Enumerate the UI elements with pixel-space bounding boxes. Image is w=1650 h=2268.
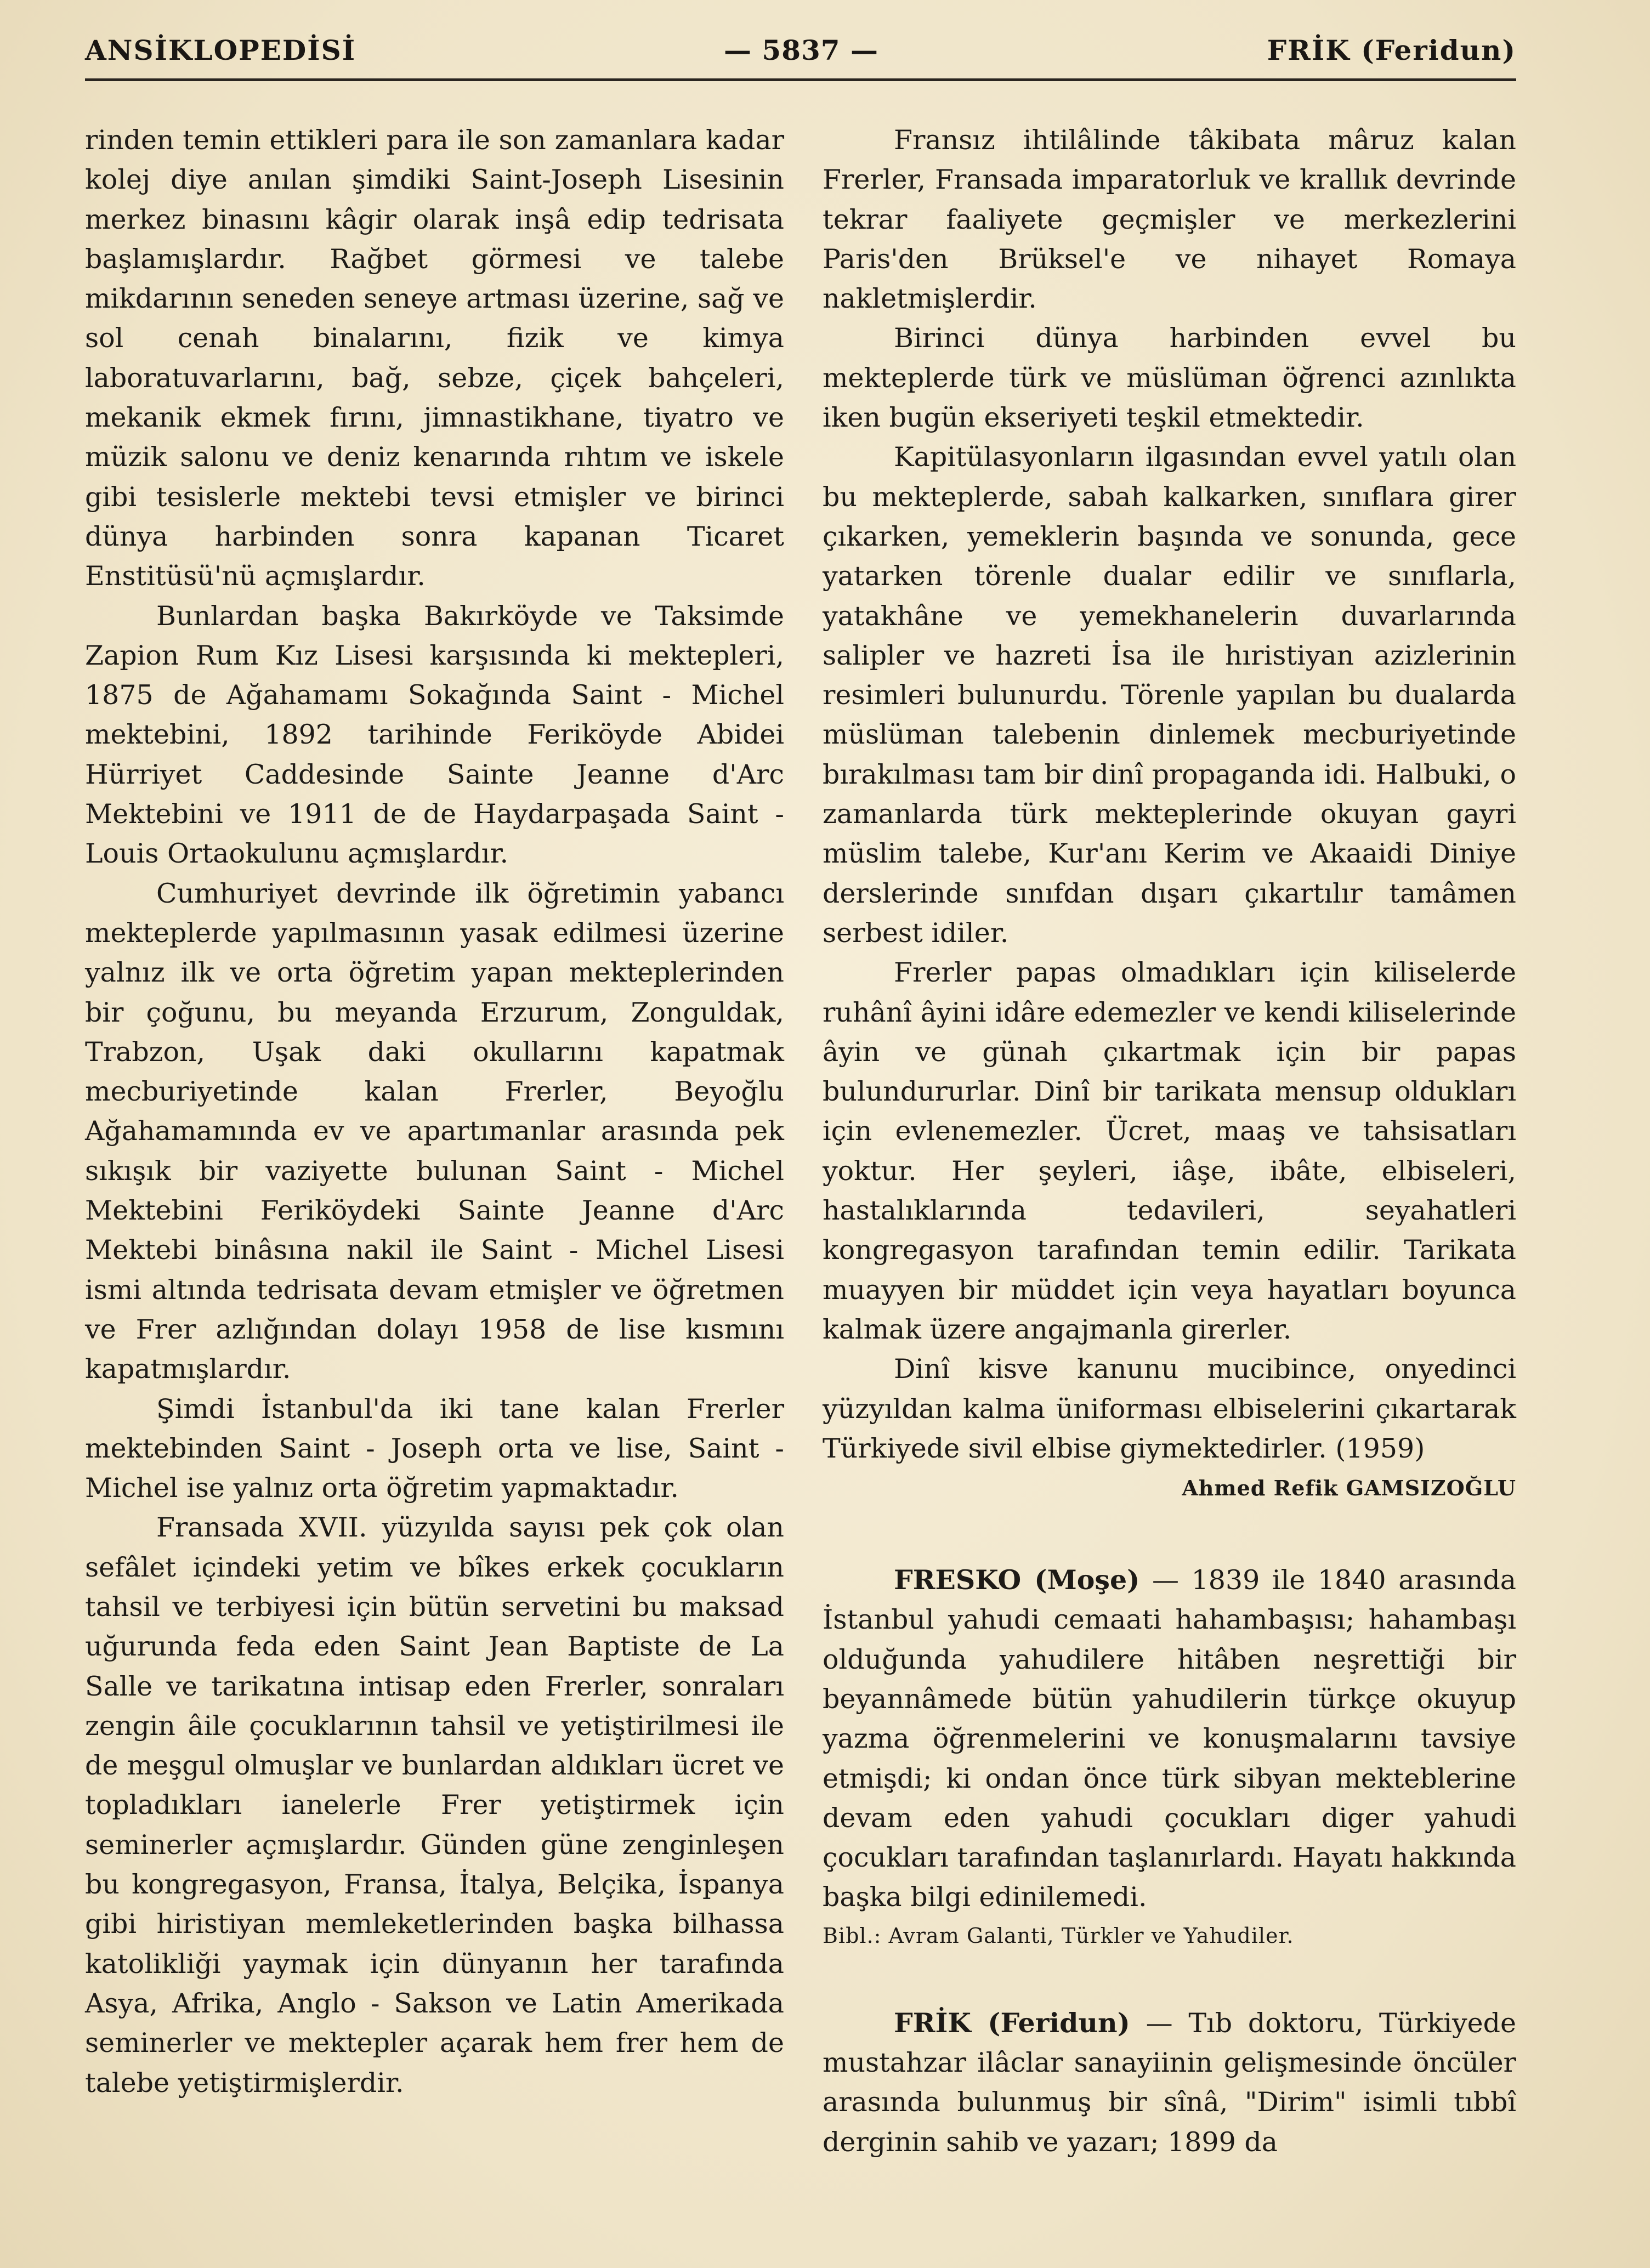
header-entry-title: FRİK (Feridun): [1267, 34, 1516, 66]
paragraph: rinden temin ettikleri para ile son zamanlara kadar kolej diye anılan şimdiki Saint-Joseph Lisesinin merkez binasını kâgir olarak inşâ edip tedrisata başlamışlardır. Rağbet görmesi ve talebe mikdarının seneden seneye artması üzerine, sağ ve sol cenah binalarını, fizik ve kimya laboratuvarlarını, bağ, sebze, çiçek bahçeleri, mekanik ekmek fırını, jimnastikhane, tiyatro ve müzik salonu ve deniz kenarında rıhtım ve iskele gibi tesislerle mektebi tevsi etmişler ve birinci dünya harbinden sonra kapanan Ticaret Enstitüsü'nü açmışlardır.: [85, 124, 784, 592]
paragraph: Fransız ihtilâlinde tâkibata mâruz kalan Frerler, Fransada imparatorluk ve krallık devrinde tekrar faaliyete geçmişler ve merkezlerini Paris'den Brüksel'e ve nihayet Romaya nakletmişlerdir.: [823, 124, 1516, 315]
entry-text: — Tıb doktoru, Türkiyede mustahzar ilâclar sanayiinin gelişmesinde öncüler arasında bulunmuş bir sînâ, "Dirim" isimli tıbbî derginin sahib ve yazarı; 1899 da: [823, 2007, 1516, 2158]
paragraph: Bunlardan başka Bakırköyde ve Taksimde Zapion Rum Kız Lisesi karşısında ki mektepleri, 1875 de Ağahamamı Sokağında Saint - Michel mektebini, 1892 tarihinde Feriköyde Abidei Hürriyet Caddesinde Sainte Jeanne d'Arc Mektebini ve 1911 de de Haydarpaşada Saint - Louis Ortaokulunu açmışlardır.: [85, 600, 784, 870]
entry-title: FRİK (Feridun): [894, 2006, 1130, 2039]
paragraph: Kapitülasyonların ilgasından evvel yatılı olan bu mekteplerde, sabah kalkarken, sınıflara girer çıkarken, yemeklerin başında ve sonunda, gece yatarken törenle dualar edilir ve sınıflarla, yatakhâne ve yemekhanelerin duvarlarında salipler ve hazreti İsa ile hıristiyan azizlerinin resimleri bulunurdu. Törenle yapılan bu dualarda müslüman talebenin dinlemek mecburiyetinde bırakılması tam bir dinî propaganda idi. Halbuki, o zamanlarda türk mekteplerinde okuyan gayri müslim talebe, Kur'anı Kerim ve Akaaidi Diniye derslerinde sınıfdan dışarı çıkartılır tamâmen serbest idiler.: [823, 441, 1516, 949]
right-column: [823, 121, 1516, 2162]
entry-spacer: [823, 1508, 1516, 1560]
paragraph: Birinci dünya harbinden evvel bu mekteplerde türk ve müslüman öğrenci azınlıkta iken bugün ekseriyeti teşkil etmektedir.: [823, 322, 1516, 434]
page-header: [85, 34, 1516, 72]
paragraph: Frerler papas olmadıkları için kiliselerde ruhânî âyini idâre edemezler ve kendi kiliselerinde âyin ve günah çıkartmak için bir papas bulundururlar. Dinî bir tarikata mensup oldukları için evlenemezler. Ücret, maaş ve tahsisatları yoktur. Her şeyleri, iâşe, ibâte, elbiseleri, hastalıklarında tedavileri, seyahatleri kongregasyon tarafından temin edilir. Tarikata muayyen bir müddet için veya hayatları boyunca kalmak üzere angajmanla girerler.: [823, 957, 1516, 1345]
left-column: [85, 121, 784, 2103]
entry-title: FRESKO (Moşe): [894, 1564, 1140, 1596]
entry-text: — 1839 ile 1840 arasında İstanbul yahudi cemaati hahambaşısı; hahambaşı olduğunda yahudilere hitâben neşrettiği bir beyannâmede bütün yahudilerin türkçe okuyup yazma öğrenmelerini ve konuşmalarını tavsiye etmişdi; ki ondan önce türk sibyan mekteblerine devam eden yahudi çocukları diger yahudi çocukları tarafından taşlanırlardı. Hayatı hakkında başka bilgi edinilemedi.: [823, 1564, 1517, 1913]
paragraph: Dinî kisve kanunu mucibince, onyedinci yüzyıldan kalma üniforması elbiselerini çıkartarak Türkiyede sivil elbise giymektedirler. (1959): [823, 1353, 1516, 1464]
author-signature: Ahmed Refik GAMSIZOĞLU: [1182, 1476, 1516, 1501]
page-number: — 5837 —: [724, 34, 878, 66]
paragraph: Şimdi İstanbul'da iki tane kalan Frerler mektebinden Saint - Joseph orta ve lise, Saint - Michel ise yalnız orta öğretim yapmaktadır.: [85, 1393, 784, 1504]
entry-fresko: [823, 1560, 1516, 1918]
paragraph: Fransada XVII. yüzyılda sayısı pek çok olan sefâlet içindeki yetim ve bîkes erkek çocukların tahsil ve terbiyesi için bütün servetini bu maksad uğurunda feda eden Saint Jean Baptiste de La Salle ve tarikatına intisap eden Frerler, sonraları zengin âile çocuklarının tahsil ve yetiştirilmesi ile de meşgul olmuşlar ve bunlardan aldıkları ücret ve topladıkları ianelerle Frer yetiştirmek için seminerler açmışlardır. Günden güne zenginleşen bu kongregasyon, Fransa, İtalya, Belçika, İspanya gibi hiristiyan memleketlerinden başka bilhassa katolikliği yaymak için dünyanın her tarafında Asya, Afrika, Anglo - Sakson ve Latin Amerikada seminerler ve mektepler açarak hem frer hem de talebe yetiştirmişlerdir.: [85, 1512, 784, 2099]
header-rule: [85, 78, 1516, 81]
bibliography: Bibl.: Avram Galanti, Türkler ve Yahudiler.: [823, 1923, 1294, 1948]
entry-spacer: [823, 1954, 1516, 2003]
header-encyclopedia-title: ANSİKLOPEDİSİ: [85, 34, 356, 66]
entry-frik: [823, 2003, 1516, 2162]
paragraph: Cumhuriyet devrinde ilk öğretimin yabancı mekteplerde yapılmasının yasak edilmesi üzerine yalnız ilk ve orta öğretim yapan mekteplerinden bir çoğunu, bu meyanda Erzurum, Zonguldak, Trabzon, Uşak daki okullarını kapatmak mecburiyetinde kalan Frerler, Beyoğlu Ağahamamında ev ve apartımanlar arasında pek sıkışık bir vaziyette bulunan Saint - Michel Mektebini Feriköydeki Sainte Jeanne d'Arc Mektebi binâsına nakil ile Saint - Michel Lisesi ismi altında tedrisata devam etmişler ve öğretmen ve Frer azlığından dolayı 1958 de lise kısmını kapatmışlardır.: [85, 877, 784, 1385]
